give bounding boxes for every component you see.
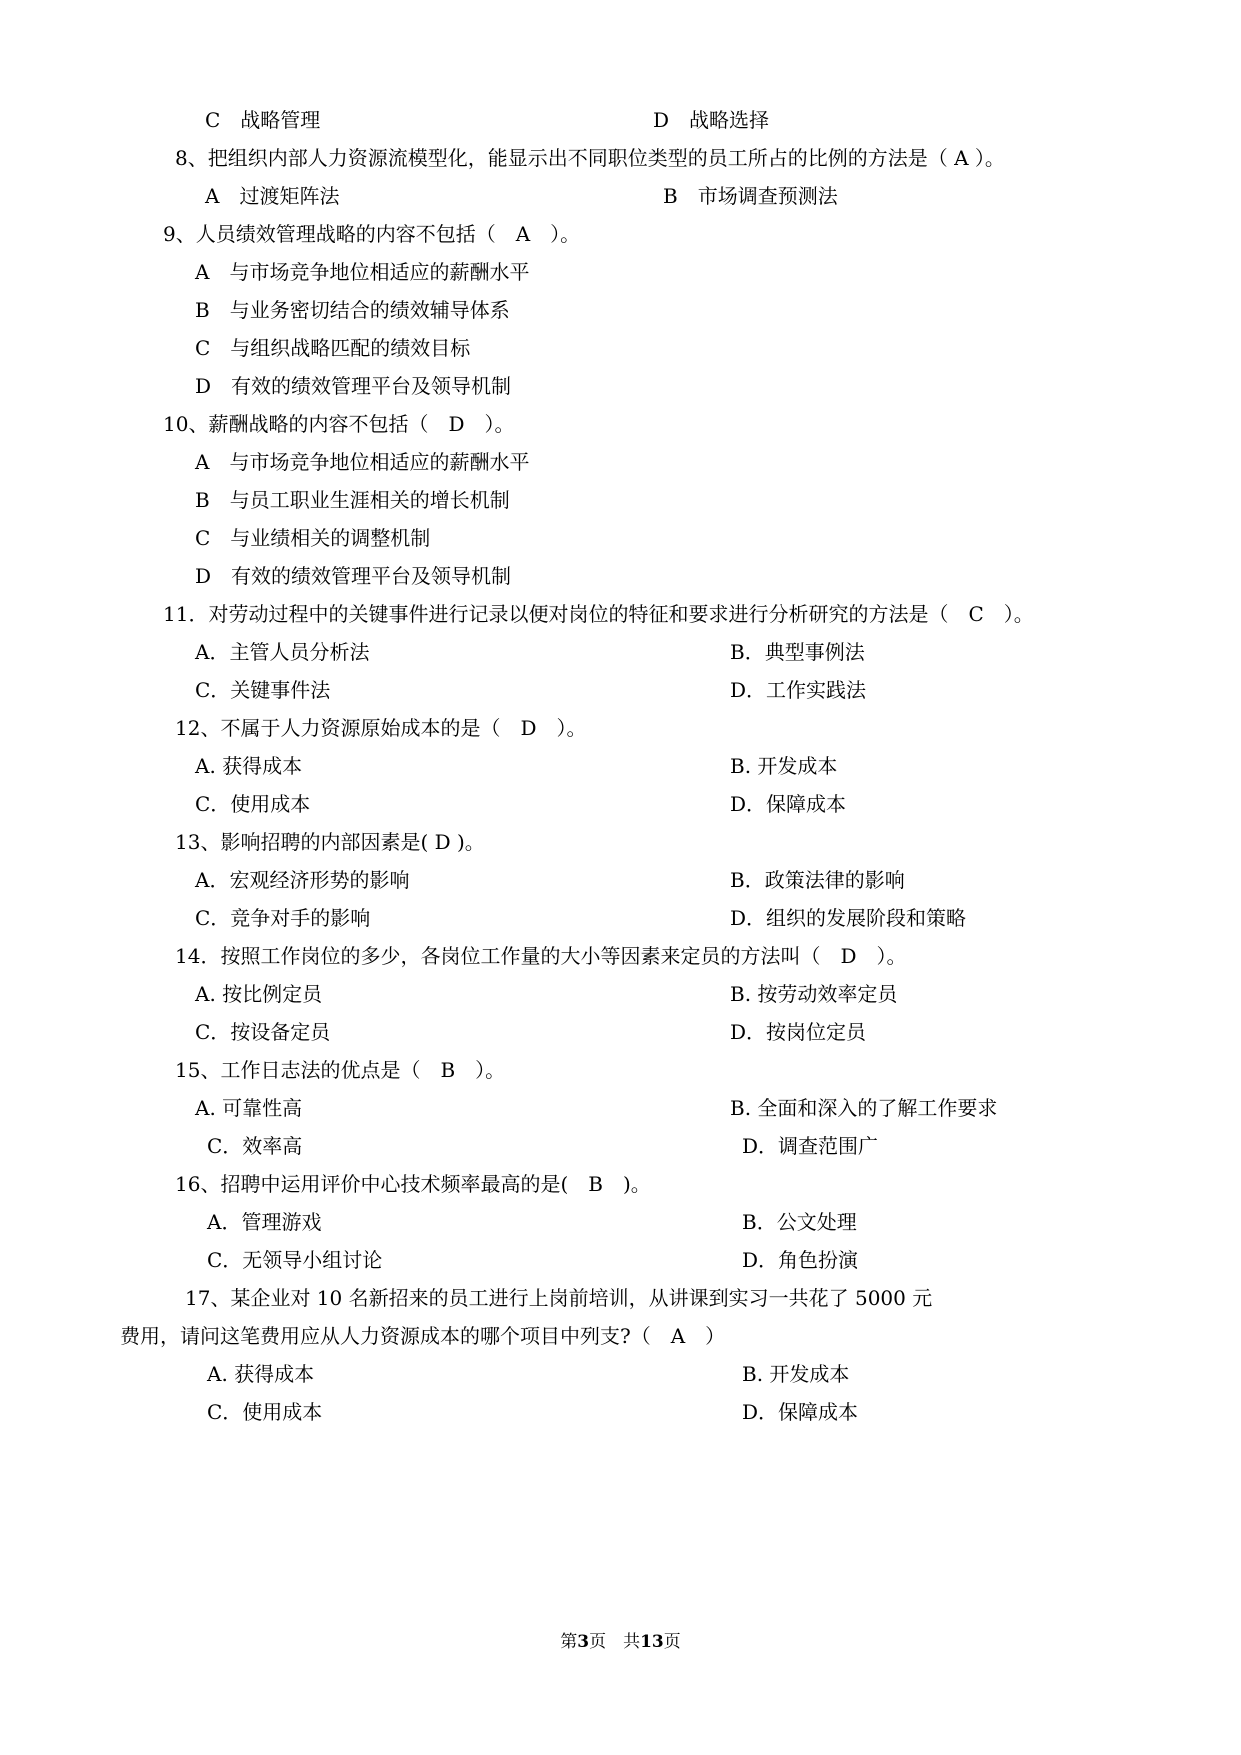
q15-option-d: D．调查范围广: [742, 1134, 879, 1158]
q13-option-d: D．组织的发展阶段和策略: [730, 906, 967, 930]
q10-option-b: B 与员工职业生涯相关的增长机制: [195, 488, 510, 512]
footer-prefix: 第: [560, 1632, 578, 1652]
q9-option-c: C 与组织战略匹配的绩效目标: [195, 336, 471, 360]
q16-option-b: B．公文处理: [742, 1210, 857, 1234]
q12-option-c: C．使用成本: [195, 792, 311, 816]
q7-option-d: D 战略选择: [653, 108, 770, 132]
q10-stem: 10、薪酬战略的内容不包括（ D ）。: [163, 412, 515, 436]
q17-stem-line1: 17、某企业对 10 名新招来的员工进行上岗前培训，从讲课到实习一共花了 5000 元: [185, 1286, 933, 1310]
q11-option-c: C．关键事件法: [195, 678, 331, 702]
q13-option-c: C．竞争对手的影响: [195, 906, 371, 930]
q15-option-b: B. 全面和深入的了解工作要求: [730, 1096, 998, 1120]
q10-option-d: D 有效的绩效管理平台及领导机制: [195, 564, 512, 588]
q17-option-a: A. 获得成本: [207, 1362, 315, 1386]
q15-option-c: C．效率高: [207, 1134, 303, 1158]
footer-total-pages: 13: [640, 1632, 664, 1652]
q10-option-c: C 与业绩相关的调整机制: [195, 526, 431, 550]
q11-option-b: B．典型事例法: [730, 640, 865, 664]
q14-option-c: C．按设备定员: [195, 1020, 331, 1044]
q8-option-b: B 市场调查预测法: [663, 184, 838, 208]
q12-option-d: D．保障成本: [730, 792, 847, 816]
q13-option-b: B．政策法律的影响: [730, 868, 905, 892]
q14-stem: 14．按照工作岗位的多少，各岗位工作量的大小等因素来定员的方法叫（ D ）。: [175, 944, 907, 968]
q16-option-a: A．管理游戏: [207, 1210, 322, 1234]
footer-mid: 页 共: [589, 1632, 641, 1652]
q8-stem: 8、把组织内部人力资源流模型化，能显示出不同职位类型的员工所占的比例的方法是（ A ）。: [175, 146, 1005, 170]
q8-option-a: A 过渡矩阵法: [205, 184, 340, 208]
q12-stem: 12、不属于人力资源原始成本的是（ D ）。: [175, 716, 587, 740]
q17-option-c: C．使用成本: [207, 1400, 323, 1424]
q11-option-d: D．工作实践法: [730, 678, 867, 702]
footer-page-number: 3: [577, 1632, 590, 1652]
q9-stem: 9、人员绩效管理战略的内容不包括（ A ）。: [163, 222, 581, 246]
q12-option-a: A. 获得成本: [195, 754, 303, 778]
q14-option-d: D．按岗位定员: [730, 1020, 867, 1044]
q12-option-b: B. 开发成本: [730, 754, 838, 778]
q9-option-b: B 与业务密切结合的绩效辅导体系: [195, 298, 510, 322]
q16-option-d: D．角色扮演: [742, 1248, 859, 1272]
q15-stem: 15、工作日志法的优点是（ B ）。: [175, 1058, 506, 1082]
q17-option-b: B. 开发成本: [742, 1362, 850, 1386]
q14-option-b: B. 按劳动效率定员: [730, 982, 898, 1006]
q10-option-a: A 与市场竞争地位相适应的薪酬水平: [195, 450, 530, 474]
q11-option-a: A．主管人员分析法: [195, 640, 370, 664]
page-footer: [0, 1631, 1241, 1653]
footer-suffix: 页: [663, 1632, 681, 1652]
q9-option-a: A 与市场竞争地位相适应的薪酬水平: [195, 260, 530, 284]
q17-stem-line2: 费用，请问这笔费用应从人力资源成本的哪个项目中列支?（ A ）: [120, 1324, 726, 1348]
q17-option-d: D．保障成本: [742, 1400, 859, 1424]
q13-option-a: A．宏观经济形势的影响: [195, 868, 410, 892]
q11-stem: 11．对劳动过程中的关键事件进行记录以便对岗位的特征和要求进行分析研究的方法是（ C ）。: [163, 602, 1034, 626]
q16-option-c: C．无领导小组讨论: [207, 1248, 383, 1272]
q13-stem: 13、影响招聘的内部因素是( D )。: [175, 830, 485, 854]
q14-option-a: A. 按比例定员: [195, 982, 323, 1006]
q7-option-c: C 战略管理: [205, 108, 321, 132]
q15-option-a: A. 可靠性高: [195, 1096, 303, 1120]
q9-option-d: D 有效的绩效管理平台及领导机制: [195, 374, 512, 398]
q16-stem: 16、招聘中运用评价中心技术频率最高的是( B )。: [175, 1172, 651, 1196]
